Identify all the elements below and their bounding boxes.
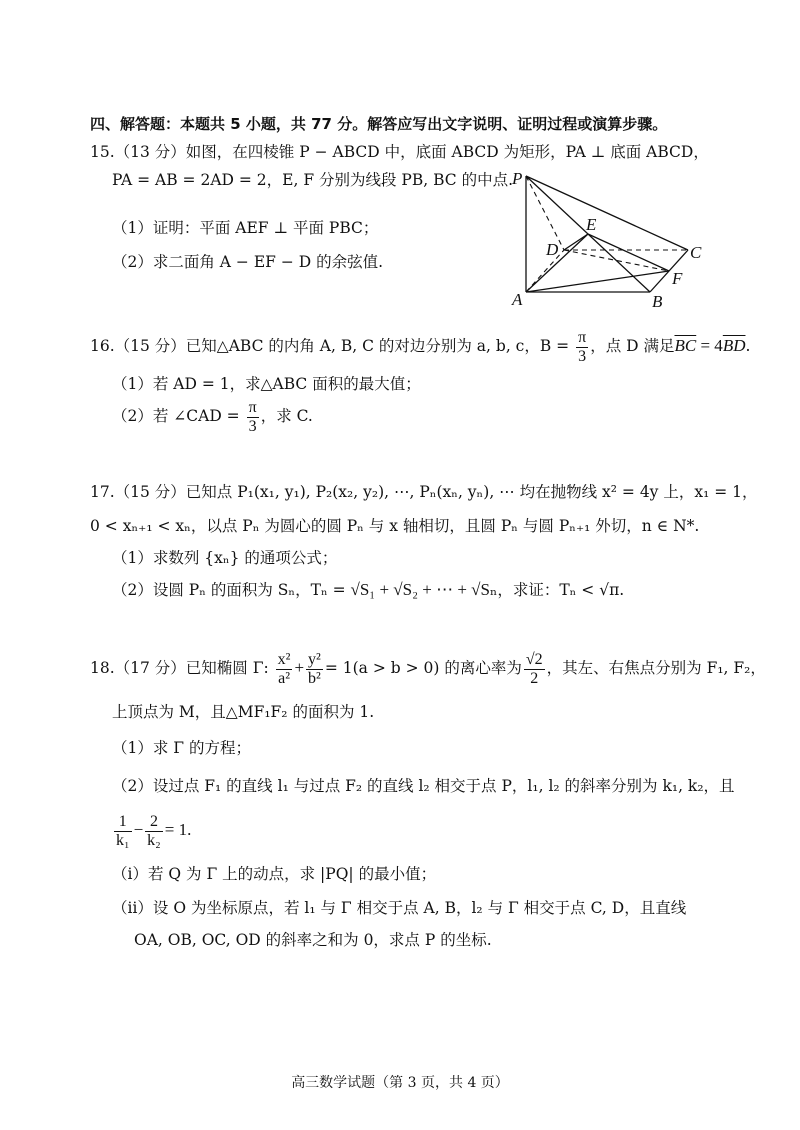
q18-sub2-line2: OA, OB, OC, OD 的斜率之和为 0，求点 P 的坐标. (134, 931, 492, 949)
label-B: B (652, 292, 663, 311)
q16-part2-frac-den: 3 (248, 417, 257, 435)
section-title: 四、解答题：本题共 5 小题，共 77 分。解答应写出文字说明、证明过程或演算步骤。 (90, 115, 668, 133)
q18-plus: + (294, 658, 305, 677)
q18-eq-frac1-den: k₁ (116, 831, 130, 849)
q16-vector-bd: $\overline{BD}$ (722, 336, 746, 355)
q15-part2: （2）求二面角 A − EF − D 的余弦值. (112, 253, 384, 271)
q16-head: 16.（15 分）已知△ABC 的内角 A, B, C 的对边分别为 a, b, c，B = (90, 337, 570, 355)
q18-frac-y (306, 651, 323, 688)
q18-ecc-num: √2 (525, 650, 543, 668)
q18-sub2-line1: （ⅱ）设 O 为坐标原点，若 l₁ 与 Γ 相交于点 A, B，l₂ 与 Γ 相交于点 C, D，且直线 (112, 899, 687, 917)
segment-DE (564, 234, 588, 250)
q16-part2 (112, 396, 313, 436)
q16-part2-frac-num: π (248, 398, 257, 416)
label-C: C (690, 243, 702, 262)
label-P: P (512, 169, 523, 188)
q15-part1: （1）证明：平面 AEF ⊥ 平面 PBC； (112, 219, 379, 237)
edge-PD-hidden (526, 176, 564, 250)
q18-ecc-den: 2 (530, 669, 539, 687)
q18-eq-frac1-num: 1 (114, 813, 132, 832)
q18-line2: 上顶点为 M，且△MF₁F₂ 的面积为 1. (112, 703, 375, 721)
q18-frac-x-num: x² (277, 650, 291, 668)
q18-part2: （2）设过点 F₁ 的直线 l₁ 与过点 F₂ 的直线 l₂ 相交于点 P，l₁, l₂ 的斜率分别为 k₁, k₂，且 (112, 777, 735, 795)
q16-angle-fraction (576, 329, 588, 366)
q18-sub1: （ⅰ）若 Q 为 Γ 上的动点，求 |PQ| 的最小值； (112, 865, 437, 883)
q18-eq-frac1 (114, 813, 132, 850)
q18-stem (90, 646, 766, 690)
q16-part2-fraction (247, 399, 259, 436)
q18-frac-y-den: b² (308, 669, 321, 687)
q17-part2-sum: √S₁ + √S₂ + ⋯ + √Sₙ (350, 580, 498, 599)
edge-PC (526, 176, 688, 250)
q18-eq-frac2-num: 2 (145, 813, 163, 832)
q17-line1: 17.（15 分）已知点 P₁(x₁, y₁), P₂(x₂, y₂), ⋯, Pₙ(xₙ, yₙ), ⋯ 均在抛物线 x² = 4y 上，x₁ = 1， (90, 483, 758, 501)
q16-frac-den: 3 (578, 347, 587, 365)
q18-frac-y-num: y² (308, 650, 321, 668)
q16-vector-bc: $\overline{BC}$ (674, 336, 697, 355)
q17-part2 (112, 580, 624, 600)
q18-frac-x (276, 651, 293, 688)
pyramid-figure (508, 168, 718, 313)
q17-line2: 0 < xₙ₊₁ < xₙ，以点 Pₙ 为圆心的圆 Pₙ 与 x 轴相切，且圆 Pₙ 与圆 Pₙ₊₁ 外切，n ∈ N*. (90, 517, 700, 535)
q18-condition-eq (112, 808, 191, 852)
q15-stem-line1: 15.（13 分）如图，在四棱锥 P − ABCD 中，底面 ABCD 为矩形，PA ⊥ 底面 ABCD， (90, 143, 709, 161)
q18-head: 18.（17 分）已知椭圆 Γ: (90, 659, 269, 677)
label-D: D (546, 240, 559, 259)
label-E: E (586, 215, 597, 234)
q18-frac-x-den: a² (278, 669, 290, 687)
q17-part2-head: （2）设圆 Pₙ 的面积为 Sₙ，Tₙ = (112, 581, 346, 599)
page-footer: 高三数学试题（第 3 页，共 4 页） (291, 1075, 509, 1091)
label-F: F (672, 269, 683, 288)
q18-eq-frac2 (145, 813, 163, 850)
q16-end: . (745, 337, 751, 355)
q16-tail: ，点 D 满足 (590, 337, 675, 355)
q18-cond: = 1(a > b > 0) 的离心率为 (324, 659, 522, 677)
q16-part2-tail: ，求 C. (260, 407, 313, 425)
q15-stem-line2: PA = AB = 2AD = 2，E, F 分别为线段 PB, BC 的中点. (112, 171, 513, 189)
q16-part2-head: （2）若 ∠CAD = (112, 407, 240, 425)
q16-eq: = 4 (696, 336, 723, 355)
q16-frac-num: π (578, 328, 587, 346)
label-A: A (512, 290, 523, 309)
q16-part1: （1）若 AD = 1，求△ABC 面积的最大值； (112, 375, 421, 393)
q17-part2-tail: ，求证：Tₙ < √π. (497, 581, 625, 599)
q18-eccentricity (524, 651, 545, 688)
q16-stem (90, 326, 750, 366)
edge-AD-hidden (526, 250, 564, 292)
q18-eq-end: = 1. (164, 820, 192, 839)
q18-eq-minus: − (133, 820, 144, 839)
segment-EF (588, 234, 669, 271)
q18-eq-frac2-den: k₂ (147, 831, 161, 849)
q18-tail: ，其左、右焦点分别为 F₁, F₂， (546, 659, 766, 677)
q18-part1: （1）求 Γ 的方程； (112, 739, 251, 757)
q17-part1: （1）求数列 {xₙ} 的通项公式； (112, 549, 338, 567)
